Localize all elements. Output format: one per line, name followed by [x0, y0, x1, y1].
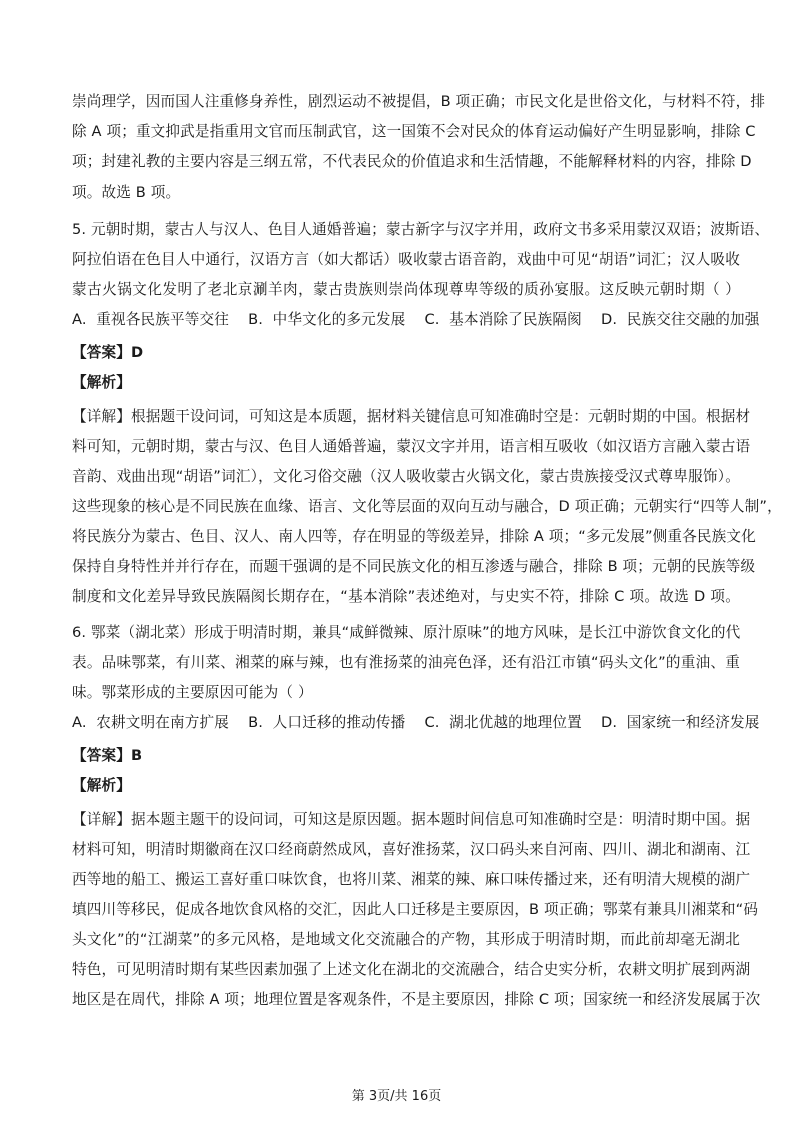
text-line: 阿拉伯语在色目人中通行，汉语方言（如大都话）吸收蒙古语音韵，戏曲中可见“胡语”词汇；汉人吸收 — [72, 251, 740, 268]
question-6-stem: 6. 鄂菜（湖北菜）形成于明清时期，兼具“咸鲜微辣、原汁原味”的地方风味，是长江中游饮食文化的代 — [72, 624, 741, 641]
text-line: 制度和文化差异导致民族隔阂长期存在，“基本消除”表述绝对，与史实不符，排除 C 项。故选 D 项。 — [72, 588, 740, 605]
analysis-label: 【解析】 — [72, 374, 131, 391]
text-line: 【详解】据本题主题干的设问词，可知这是原因题。据本题时间信息可知准确时空是：明清时期中国。据 — [72, 811, 751, 828]
text-line: 地区是在周代，排除 A 项；地理位置是客观条件，不是主要原因，排除 C 项；国家统一和经济发展属于次 — [72, 991, 761, 1008]
answer-label: 【答案】B — [72, 747, 143, 764]
text-line: 音韵、戏曲出现“胡语”词汇），文化习俗交融（汉人吸收蒙古火锅文化，蒙古贵族接受汉式尊卑服饰）。 — [72, 468, 740, 485]
question-5-stem: 5. 元朝时期，蒙古人与汉人、色目人通婚普遍；蒙古新字与汉字并用，政府文书多采用蒙汉双语；波斯语、 — [72, 221, 770, 238]
text-line: 蒙古火锅文化发明了老北京涮羊肉，蒙古贵族则崇尚体现尊卑等级的质孙宴服。这反映元朝时期（ ） — [72, 281, 740, 298]
text-line: 特色，可见明清时期有某些因素加强了上述文化在湖北的交流融合，结合史实分析，农耕文明扩展到两湖 — [72, 961, 751, 978]
text-line: 味。鄂菜形成的主要原因可能为（ ） — [72, 684, 313, 701]
text-line: 头文化”的“江湖菜”的多元风格，是地域文化交流融合的产物，其形成于明清时期，而此前却毫无湖北 — [72, 931, 740, 948]
text-line: 西等地的船工、搬运工喜好重口味饮食，也将川菜、湘菜的辣、麻口味传播过来，还有明清大规模的湖广 — [72, 871, 751, 888]
page-number-footer: 第 3页/共 16页 — [351, 1089, 442, 1104]
text-line: 料可知，元朝时期，蒙古与汉、色目人通婚普遍，蒙汉文字并用，语言相互吸收（如汉语方言融入蒙古语 — [72, 438, 751, 455]
text-line: 保持自身特性并并行存在，而题干强调的是不同民族文化的相互渗透与融合，排除 B 项；元朝的民族等级 — [72, 558, 756, 575]
text-line: 材料可知，明清时期徽商在汉口经商蔚然成风，喜好淮扬菜，汉口码头来自河南、四川、湖北和湖南、江 — [72, 841, 751, 858]
analysis-label: 【解析】 — [72, 777, 131, 794]
text-line: 崇尚理学，因而国人注重修身养性，剧烈运动不被提倡，B 项正确；市民文化是世俗文化，与材料不符，排 — [72, 93, 766, 110]
question-6-options: A. 农耕文明在南方扩展 B. 人口迁移的推动传播 C. 湖北优越的地理位置 D. 国家统一和经济发展 — [72, 714, 760, 731]
text-line: 项。故选 B 项。 — [72, 184, 181, 201]
text-line: 将民族分为蒙古、色目、汉人、南人四等，存在明显的等级差异，排除 A 项；“多元发展”侧重各民族文化 — [72, 528, 756, 545]
text-line: 这些现象的核心是不同民族在血缘、语言、文化等层面的双向互动与融合，D 项正确；元朝实行“四等人制”， — [72, 498, 782, 515]
text-line: 项；封建礼教的主要内容是三纲五常，不代表民众的价值追求和生活情趣，不能解释材料的内容，排除 D — [72, 153, 752, 170]
question-5-options: A. 重视各民族平等交往 B. 中华文化的多元发展 C. 基本消除了民族隔阂 D. 民族交往交融的加强 — [72, 311, 760, 328]
text-line: 【详解】根据题干设问词，可知这是本质题，据材料关键信息可知准确时空是：元朝时期的中国。根据材 — [72, 408, 751, 425]
text-line: 表。品味鄂菜，有川菜、湘菜的麻与辣，也有淮扬菜的油亮色泽，还有沿江市镇“码头文化”的重油、重 — [72, 654, 740, 671]
text-line: 除 A 项；重文抑武是指重用文官而压制武官，这一国策不会对民众的体育运动偏好产生明显影响，排除 C — [72, 123, 756, 140]
text-line: 填四川等移民，促成各地饮食风格的交汇，因此人口迁移是主要原因，B 项正确；鄂菜有兼具川湘菜和“码 — [72, 901, 759, 918]
answer-label: 【答案】D — [72, 344, 144, 361]
